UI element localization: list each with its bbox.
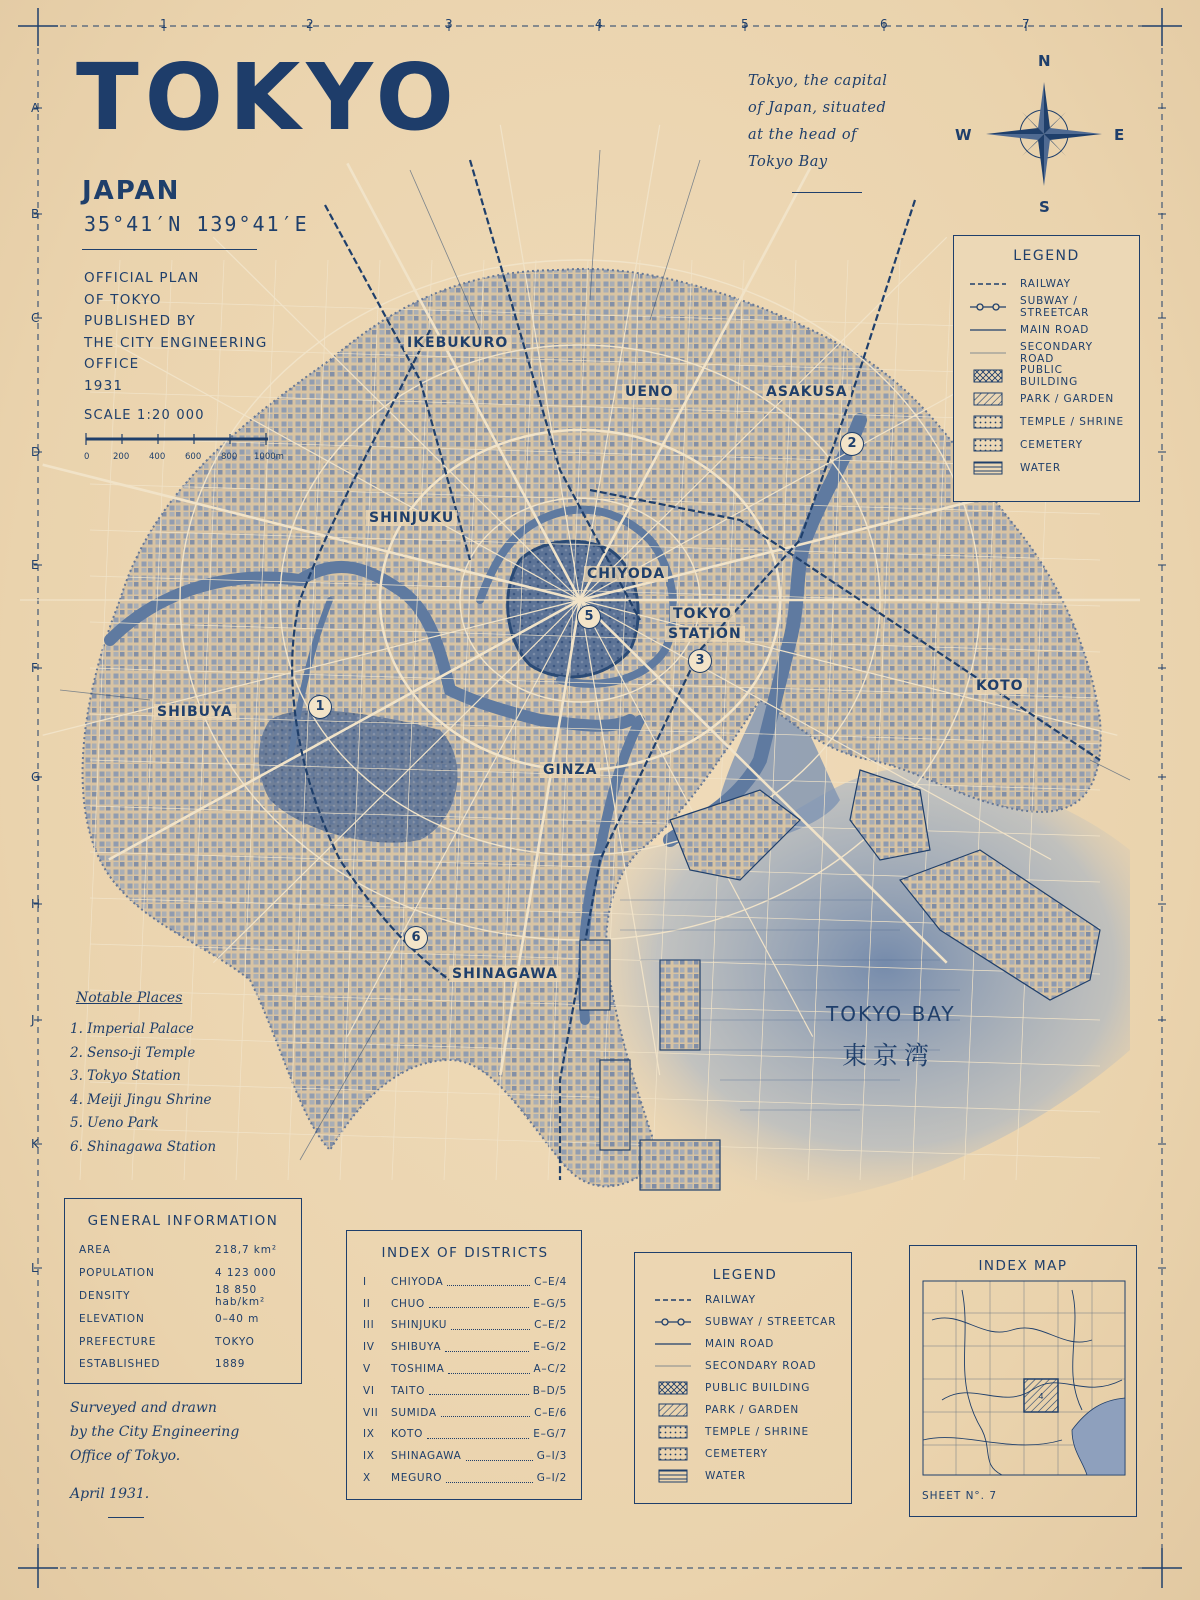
index-map-marker: 4 xyxy=(1038,1392,1044,1401)
leader-dots xyxy=(445,1343,529,1352)
district-index-row xyxy=(363,1315,567,1337)
district-shinjuku: SHINJUKU xyxy=(366,510,457,526)
info-key: ESTABLISHED xyxy=(79,1358,161,1371)
leader-dots xyxy=(446,1474,533,1483)
district-tokyo: TOKYO xyxy=(670,606,735,622)
district-number: IX xyxy=(363,1450,375,1463)
grid-column-label: 6 xyxy=(880,17,888,31)
district-grid-ref: E–G/2 xyxy=(533,1341,567,1354)
district-chiyoda: CHIYODA xyxy=(584,566,668,582)
notable-place-item: 2. Senso-ji Temple xyxy=(70,1044,196,1061)
quote-line: of Japan, situated xyxy=(748,100,887,116)
district-name: CHIYODA xyxy=(391,1275,444,1288)
grid-column-label: 5 xyxy=(741,17,749,31)
plan-description xyxy=(84,268,268,397)
district-name: SHINJUKU xyxy=(391,1319,448,1332)
general-info-box xyxy=(64,1198,302,1384)
district-name: MEGURO xyxy=(391,1472,443,1485)
legend-label: RAILWAY xyxy=(1020,277,1071,290)
legend-top xyxy=(953,235,1140,502)
grid-row-label: K xyxy=(31,1137,39,1151)
legend-secondary-road-icon xyxy=(653,1359,693,1373)
leader-dots xyxy=(447,1277,530,1286)
district-grid-ref: G–I/3 xyxy=(536,1450,567,1463)
legend-label: PUBLIC BUILDING xyxy=(705,1382,811,1394)
legend-symbol xyxy=(653,1447,693,1461)
plan-date: April 1931. xyxy=(70,1486,150,1502)
legend-label: SECONDARY ROAD xyxy=(705,1360,817,1372)
district-name: SUMIDA xyxy=(391,1406,437,1419)
district-grid-ref: B–D/5 xyxy=(532,1384,567,1397)
district-index-row xyxy=(363,1358,567,1380)
district-index-row xyxy=(363,1402,567,1424)
grid-row-label: D xyxy=(31,445,41,459)
district-index-list xyxy=(363,1271,567,1489)
legend-symbol xyxy=(653,1359,693,1373)
compass-s: S xyxy=(1039,198,1050,216)
leader-dots xyxy=(429,1386,529,1395)
legend-item xyxy=(968,387,1125,410)
leader-dots xyxy=(451,1321,530,1330)
notable-place-item: 6. Shinagawa Station xyxy=(70,1138,217,1155)
info-value: 1889 xyxy=(215,1358,246,1371)
legend-symbol xyxy=(968,438,1008,452)
quote-line: at the head of xyxy=(748,127,857,143)
quote-line: Tokyo Bay xyxy=(748,154,828,170)
legend-cemetery-icon xyxy=(968,438,1008,452)
district-grid-ref: E–G/5 xyxy=(533,1297,567,1310)
place-marker-6[interactable]: 6 xyxy=(404,926,428,950)
legend-label: PUBLIC BUILDING xyxy=(1020,363,1079,388)
country-label: JAPAN xyxy=(82,176,181,206)
legend-symbol xyxy=(968,369,1008,383)
district-number: IX xyxy=(363,1428,375,1441)
notable-place-item: 4. Meiji Jingu Shrine xyxy=(70,1091,212,1108)
district-grid-ref: E–G/7 xyxy=(533,1428,567,1441)
signed-line: by the City Engineering xyxy=(70,1424,240,1440)
index-map-title: INDEX MAP xyxy=(978,1258,1068,1274)
legend-item xyxy=(968,341,1125,364)
legend-label: CEMETERY xyxy=(1020,438,1083,451)
legend-symbol xyxy=(653,1425,693,1439)
legend-item xyxy=(968,364,1125,387)
legend-label: PARK / GARDEN xyxy=(1020,392,1115,405)
leader-dots xyxy=(441,1408,530,1417)
info-value: TOKYO xyxy=(215,1335,255,1348)
district-index-row xyxy=(363,1467,567,1489)
district-grid-ref: A–C/2 xyxy=(533,1363,567,1376)
district-station: STATION xyxy=(665,626,745,642)
coordinates: 35°41′N 139°41′E xyxy=(84,212,309,236)
legend-water-icon xyxy=(968,461,1008,475)
general-info-title: GENERAL INFORMATION xyxy=(87,1213,279,1229)
legend-label: PARK / GARDEN xyxy=(705,1404,800,1416)
place-marker-5[interactable]: 5 xyxy=(577,605,601,629)
scale-tick: 200 xyxy=(113,452,130,462)
compass-e: E xyxy=(1114,126,1125,144)
legend-water-icon xyxy=(653,1469,693,1483)
info-row xyxy=(79,1353,287,1376)
district-index-title: INDEX OF DISTRICTS xyxy=(381,1245,549,1261)
notable-place-item: 1. Imperial Palace xyxy=(70,1021,194,1037)
district-name: CHUO xyxy=(391,1297,425,1310)
legend-symbol xyxy=(653,1469,693,1483)
grid-column-label: 1 xyxy=(160,17,168,31)
grid-row-label: J xyxy=(31,1013,35,1027)
legend-label: RAILWAY xyxy=(705,1294,756,1306)
notable-places-list xyxy=(70,1018,216,1159)
legend-item xyxy=(653,1333,837,1355)
legend-main-road-icon xyxy=(968,323,1008,337)
legend-bottom-title: LEGEND xyxy=(712,1267,778,1283)
general-info-table xyxy=(79,1239,287,1376)
legend-symbol xyxy=(968,300,1008,314)
legend-item xyxy=(653,1355,837,1377)
info-row xyxy=(79,1284,287,1308)
district-index-row xyxy=(363,1271,567,1293)
scale-tick: 800 xyxy=(221,452,238,462)
plan-line: 1931 xyxy=(84,377,124,394)
leader-dots xyxy=(448,1365,529,1374)
district-asakusa: ASAKUSA xyxy=(763,384,851,400)
scale-bar xyxy=(84,432,284,446)
legend-symbol xyxy=(653,1293,693,1307)
grid-row-label: L xyxy=(31,1261,38,1275)
legend-item xyxy=(653,1443,837,1465)
scale-tick: 0 xyxy=(84,452,90,462)
surveyed-note xyxy=(70,1396,239,1468)
legend-railway-icon xyxy=(653,1293,693,1307)
district-number: VI xyxy=(363,1384,375,1397)
legend-item xyxy=(653,1289,837,1311)
district-index-row xyxy=(363,1380,567,1402)
place-marker-3[interactable]: 3 xyxy=(688,649,712,673)
info-key: AREA xyxy=(79,1244,111,1257)
place-marker-2[interactable]: 2 xyxy=(840,432,864,456)
legend-label: MAIN ROAD xyxy=(1020,323,1090,336)
plan-line: OFFICE xyxy=(84,356,140,372)
legend-top-list xyxy=(968,272,1125,479)
legend-secondary-road-icon xyxy=(968,346,1008,360)
info-key: DENSITY xyxy=(79,1290,131,1302)
district-name: TOSHIMA xyxy=(391,1363,445,1376)
legend-public-building-icon xyxy=(968,369,1008,383)
district-ikebukuro: IKEBUKURO xyxy=(404,335,511,351)
legend-label: SECONDARY ROAD xyxy=(1020,340,1093,365)
scale-tick: 600 xyxy=(185,452,202,462)
legend-item xyxy=(653,1399,837,1421)
map-quote xyxy=(748,68,887,176)
legend-symbol xyxy=(968,277,1008,291)
district-ueno: UENO xyxy=(622,384,677,400)
legend-bottom xyxy=(634,1252,852,1504)
plan-line: THE CITY ENGINEERING xyxy=(84,334,268,351)
legend-symbol xyxy=(968,392,1008,406)
info-row xyxy=(79,1262,287,1285)
legend-label: SUBWAY / STREETCAR xyxy=(705,1316,837,1328)
legend-symbol xyxy=(968,415,1008,429)
district-shibuya: SHIBUYA xyxy=(154,704,236,720)
index-map-box xyxy=(909,1245,1137,1517)
signed-line: Office of Tokyo. xyxy=(70,1448,181,1464)
legend-park-icon xyxy=(968,392,1008,406)
notable-places-title: Notable Places xyxy=(76,990,183,1006)
info-row xyxy=(79,1239,287,1262)
compass-rose-icon xyxy=(978,76,1110,208)
compass-n: N xyxy=(1038,52,1051,70)
leader-dots xyxy=(429,1299,529,1308)
info-value: 18 850 hab/km² xyxy=(215,1284,266,1308)
info-value: 218,7 km² xyxy=(215,1244,278,1257)
info-value: 0–40 m xyxy=(215,1313,260,1326)
grid-row-label: B xyxy=(31,207,40,221)
district-name: SHIBUYA xyxy=(391,1341,442,1354)
plan-line: OFFICIAL PLAN xyxy=(84,270,200,286)
info-value: 4 123 000 xyxy=(215,1266,277,1279)
grid-row-label: E xyxy=(31,558,39,572)
legend-public-building-icon xyxy=(653,1381,693,1395)
legend-symbol xyxy=(968,323,1008,337)
district-name: SHINAGAWA xyxy=(391,1450,462,1463)
district-index-row xyxy=(363,1445,567,1467)
index-map-graphic xyxy=(922,1280,1126,1476)
legend-symbol xyxy=(653,1403,693,1417)
quote-line: Tokyo, the capital xyxy=(748,73,888,89)
legend-item xyxy=(968,295,1125,318)
date-rule xyxy=(108,1517,144,1518)
legend-main-road-icon xyxy=(653,1337,693,1351)
district-shinagawa: SHINAGAWA xyxy=(449,966,561,982)
notable-place-item: 5. Ueno Park xyxy=(70,1115,159,1131)
grid-row-label: F xyxy=(31,661,38,675)
legend-symbol xyxy=(653,1381,693,1395)
district-number: V xyxy=(363,1363,371,1376)
grid-row-label: A xyxy=(31,101,40,115)
district-name: KOTO xyxy=(391,1428,424,1441)
compass-w: W xyxy=(955,126,972,144)
grid-row-label: C xyxy=(31,311,40,325)
info-row xyxy=(79,1308,287,1331)
district-number: III xyxy=(363,1319,375,1332)
district-grid-ref: C–E/6 xyxy=(534,1406,567,1419)
legend-top-title: LEGEND xyxy=(1013,248,1080,264)
scale-tick: 1000m xyxy=(254,452,284,462)
district-number: IV xyxy=(363,1341,375,1354)
grid-row-label: G xyxy=(31,770,41,784)
signed-line: Surveyed and drawn xyxy=(70,1400,217,1416)
legend-item xyxy=(653,1311,837,1333)
legend-bottom-list xyxy=(653,1289,837,1487)
title-rule xyxy=(82,249,257,250)
info-key: ELEVATION xyxy=(79,1313,145,1326)
legend-park-icon xyxy=(653,1403,693,1417)
bay-name-jp: 東京湾 xyxy=(842,1041,936,1070)
place-marker-1[interactable]: 1 xyxy=(308,695,332,719)
grid-column-label: 2 xyxy=(306,17,314,31)
plan-line: OF TOKYO xyxy=(84,291,162,308)
legend-cemetery-icon xyxy=(653,1447,693,1461)
district-number: X xyxy=(363,1472,371,1485)
legend-railway-icon xyxy=(968,277,1008,291)
legend-item xyxy=(968,272,1125,295)
scale-tick: 400 xyxy=(149,452,166,462)
district-grid-ref: C–E/4 xyxy=(534,1275,567,1288)
scale-ticks xyxy=(82,452,322,466)
legend-temple-icon xyxy=(653,1425,693,1439)
grid-column-label: 4 xyxy=(595,17,603,31)
legend-temple-icon xyxy=(968,415,1008,429)
district-index-row xyxy=(363,1336,567,1358)
info-row xyxy=(79,1331,287,1354)
district-index-row xyxy=(363,1424,567,1446)
district-number: I xyxy=(363,1275,367,1288)
grid-column-label: 3 xyxy=(445,17,453,31)
legend-symbol xyxy=(968,346,1008,360)
leader-dots xyxy=(427,1430,529,1439)
district-koto: KOTO xyxy=(973,678,1027,694)
bay-name: TOKYO BAY xyxy=(826,1002,956,1026)
district-number: II xyxy=(363,1297,371,1310)
legend-subway-icon xyxy=(968,300,1008,314)
district-index-row xyxy=(363,1293,567,1315)
legend-item xyxy=(968,318,1125,341)
district-grid-ref: G–I/2 xyxy=(536,1472,567,1485)
legend-item xyxy=(653,1465,837,1487)
legend-label: CEMETERY xyxy=(705,1448,768,1460)
legend-label: TEMPLE / SHRINE xyxy=(705,1426,810,1438)
legend-item xyxy=(653,1377,837,1399)
map-title: TOKYO xyxy=(76,44,460,151)
grid-row-label: H xyxy=(31,897,41,911)
legend-label: TEMPLE / SHRINE xyxy=(1020,415,1125,428)
district-grid-ref: C–E/2 xyxy=(534,1319,567,1332)
quote-rule xyxy=(792,192,862,193)
legend-label: SUBWAY / STREETCAR xyxy=(1020,294,1090,319)
info-key: PREFECTURE xyxy=(79,1335,157,1348)
district-number: VII xyxy=(363,1406,379,1419)
plan-line: PUBLISHED BY xyxy=(84,313,196,329)
legend-label: MAIN ROAD xyxy=(705,1338,775,1350)
legend-label: WATER xyxy=(1020,461,1062,474)
legend-subway-icon xyxy=(653,1315,693,1329)
legend-symbol xyxy=(968,461,1008,475)
legend-item xyxy=(968,410,1125,433)
notable-place-item: 3. Tokyo Station xyxy=(70,1068,181,1084)
legend-label: WATER xyxy=(705,1470,747,1482)
legend-item xyxy=(968,456,1125,479)
legend-item xyxy=(653,1421,837,1443)
legend-item xyxy=(968,433,1125,456)
scale-label: SCALE 1:20 000 xyxy=(84,408,205,423)
info-key: POPULATION xyxy=(79,1266,155,1279)
sheet-number: SHEET N°. 7 xyxy=(922,1490,998,1502)
legend-symbol xyxy=(653,1337,693,1351)
legend-symbol xyxy=(653,1315,693,1329)
district-name: TAITO xyxy=(391,1384,426,1397)
district-index-box xyxy=(346,1230,582,1500)
grid-column-label: 7 xyxy=(1022,17,1030,31)
district-ginza: GINZA xyxy=(540,762,600,778)
leader-dots xyxy=(466,1452,533,1461)
